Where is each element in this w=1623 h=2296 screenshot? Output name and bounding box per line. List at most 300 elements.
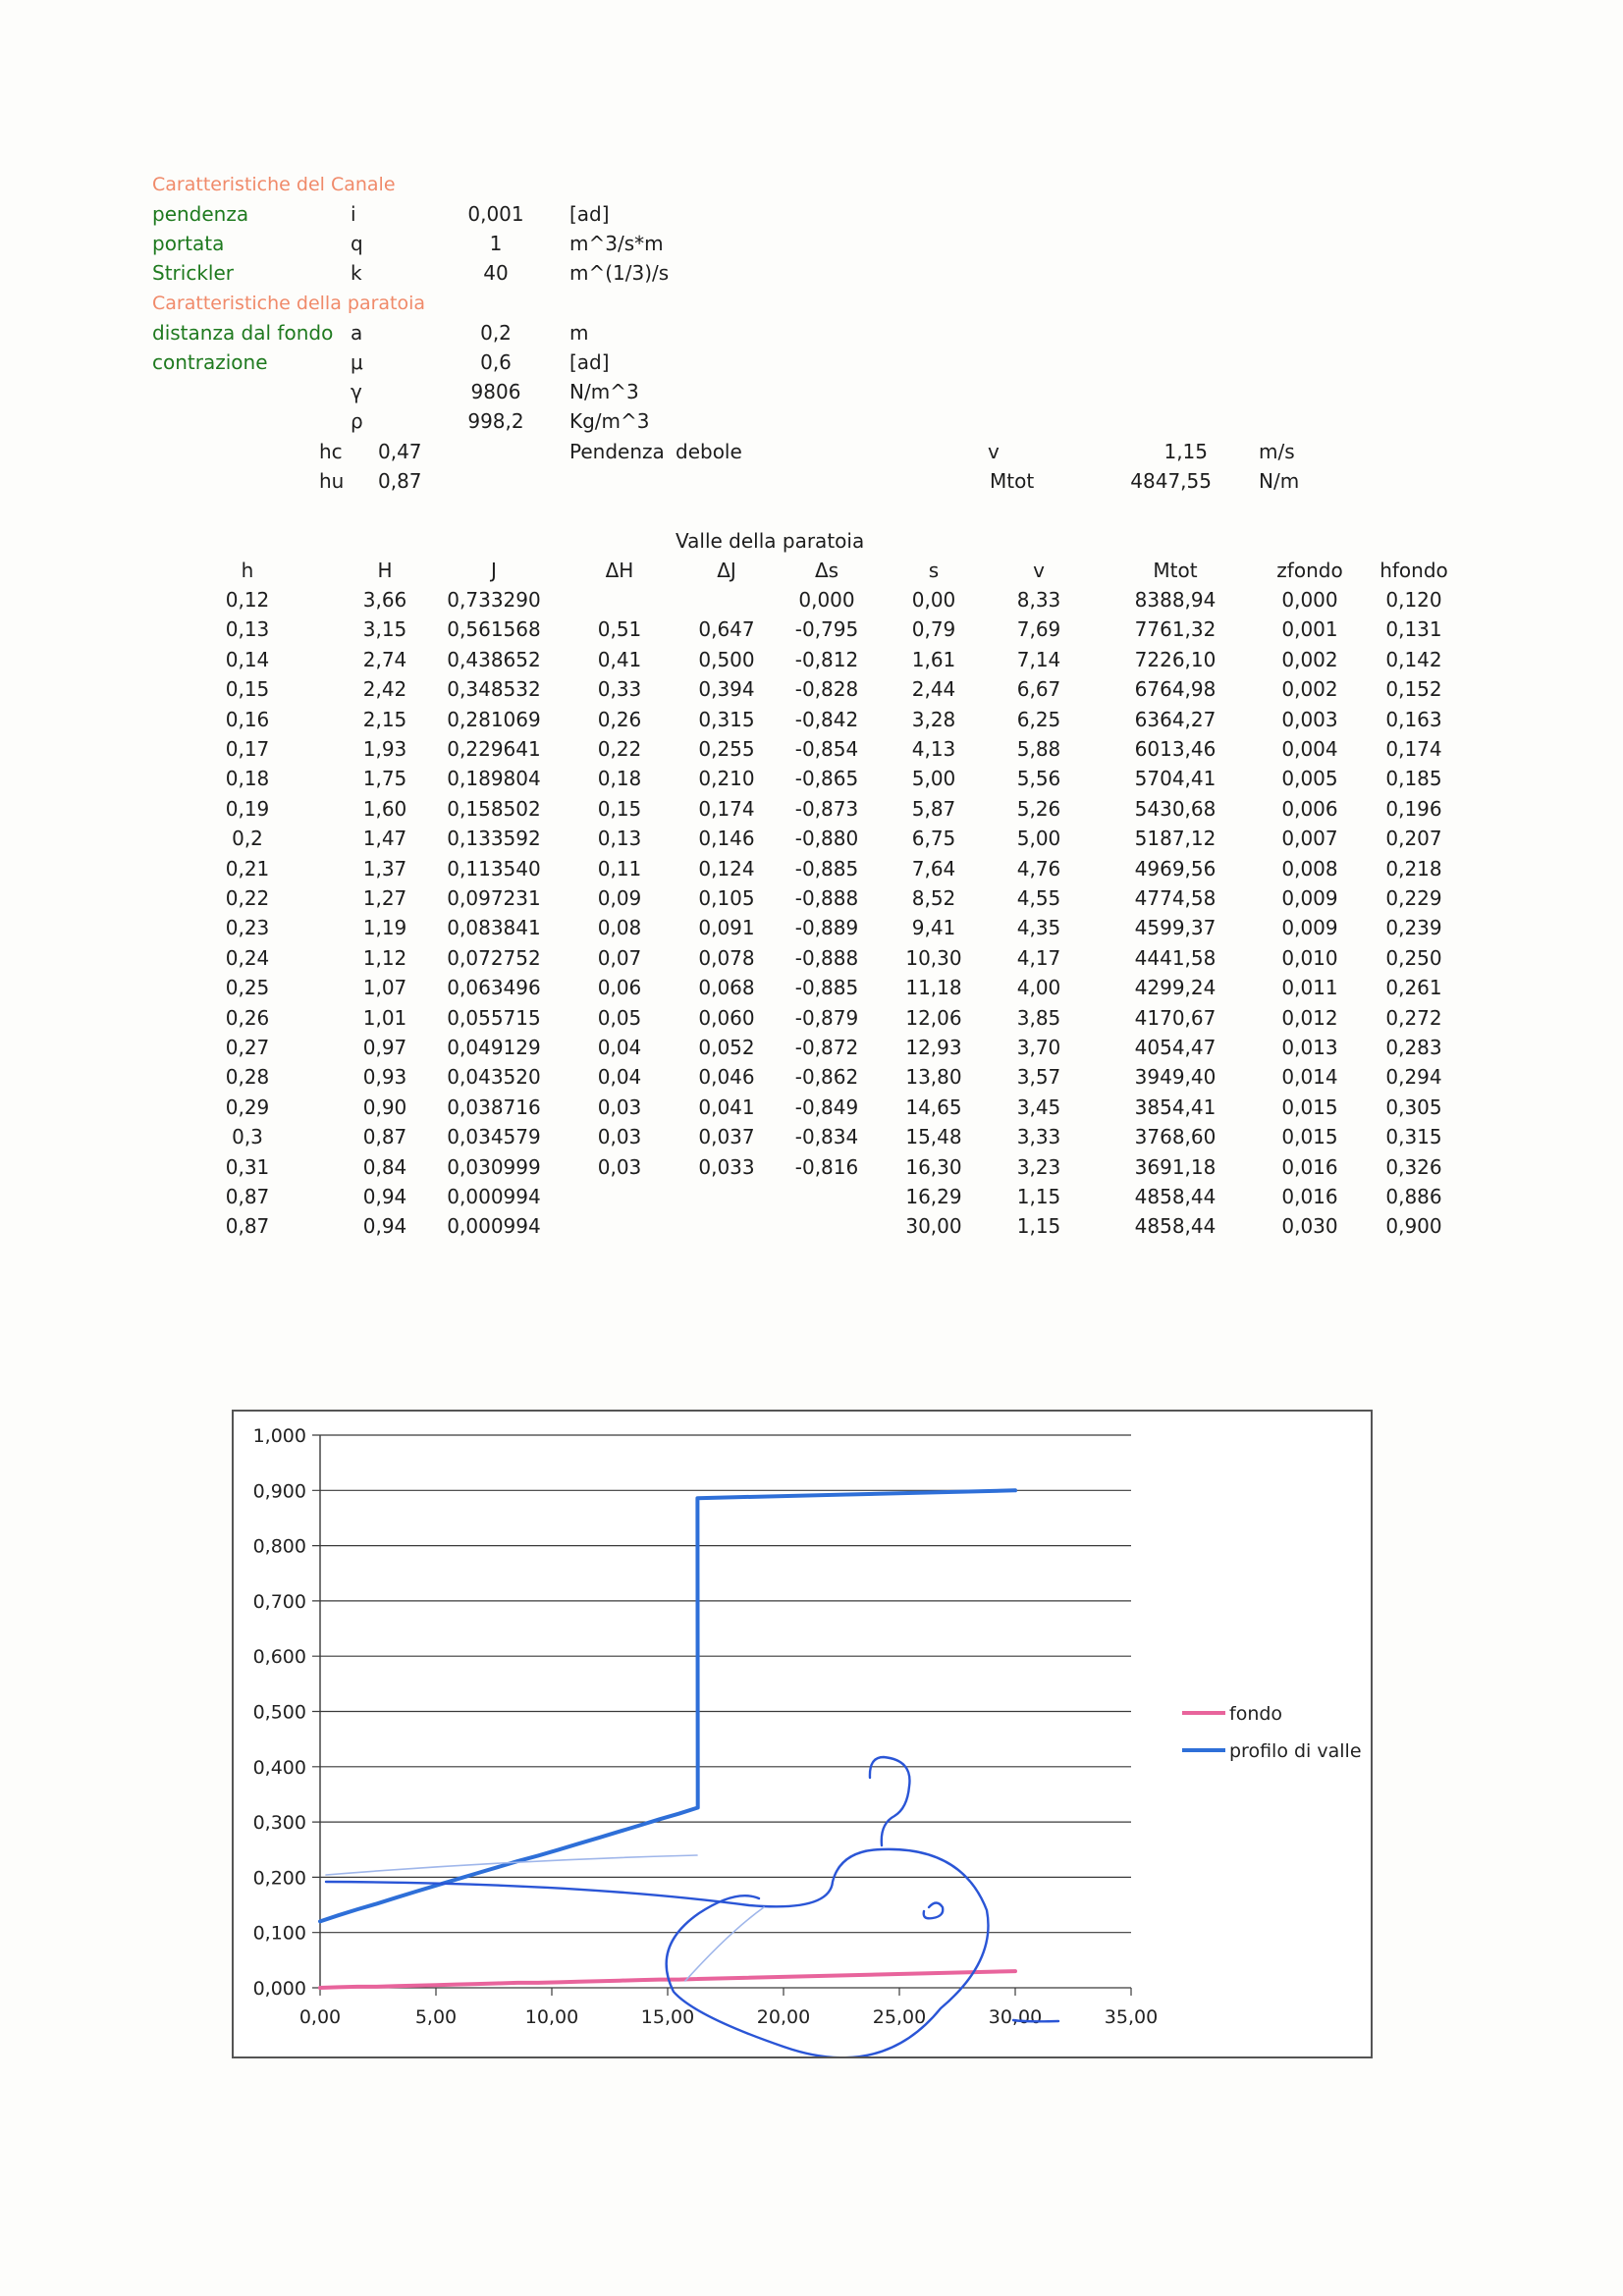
table-cell: 0,000: [798, 588, 855, 612]
table-cell: 0,08: [597, 916, 642, 940]
table-cell: 3,70: [1016, 1036, 1061, 1059]
chart-series: [320, 1490, 1015, 1988]
table-cell: 0,18: [597, 767, 642, 791]
table-cell: 0,29: [225, 1095, 270, 1119]
chart-frame: [232, 1410, 1373, 2058]
table-cell: 6,75: [911, 827, 956, 851]
table-cell: 0,21: [225, 856, 270, 881]
table-cell: 1,07: [362, 976, 407, 1000]
table-cell: 0,002: [1281, 647, 1338, 671]
table-cell: -0,888: [794, 945, 859, 970]
table-cell: 1,19: [362, 916, 407, 940]
table-cell: 0,79: [911, 617, 956, 642]
table-header-0: h: [241, 559, 254, 582]
table-cell: 0,22: [225, 886, 270, 910]
gate-symbol: ρ: [351, 409, 363, 433]
table-cell: 0,016: [1281, 1154, 1338, 1179]
table-cell: 0,17: [225, 737, 270, 761]
table-cell: 0,007: [1281, 827, 1338, 851]
table-cell: 0,006: [1281, 796, 1338, 821]
legend-label: fondo: [1229, 1703, 1283, 1725]
v-unit: m/s: [1259, 440, 1295, 463]
slope-label: Pendenza: [569, 440, 665, 463]
table-cell: 0,011: [1281, 976, 1338, 1000]
table-cell: 3,23: [1016, 1154, 1061, 1179]
table-cell: 4170,67: [1134, 1005, 1217, 1030]
table-cell: 0,060: [698, 1005, 755, 1030]
table-cell: 0,003: [1281, 707, 1338, 731]
table-cell: 0,013: [1281, 1036, 1338, 1059]
table-cell: 0,281069: [447, 707, 541, 731]
x-tick-label: 20,00: [756, 2006, 811, 2028]
table-cell: 0,97: [362, 1036, 407, 1059]
x-tick-label: 10,00: [524, 2006, 579, 2028]
table-cell: 3768,60: [1134, 1125, 1217, 1149]
table-cell: 0,072752: [447, 945, 541, 970]
table-cell: 0,13: [225, 617, 270, 642]
gate-unit: m: [569, 321, 589, 345]
table-cell: 0,04: [597, 1065, 642, 1090]
table-cell: 0,038716: [447, 1095, 541, 1119]
table-cell: 0,030999: [447, 1154, 541, 1179]
table-cell: 0,002: [1281, 677, 1338, 702]
table-cell: 0,04: [597, 1036, 642, 1059]
table-cell: 7,64: [911, 856, 956, 881]
table-cell: 3691,18: [1134, 1154, 1217, 1179]
table-cell: 4774,58: [1134, 886, 1217, 910]
table-cell: 9,41: [911, 916, 956, 940]
table-cell: 4441,58: [1134, 945, 1217, 970]
table-header-8: Mtot: [1153, 559, 1198, 582]
table-cell: 4,13: [911, 737, 956, 761]
table-cell: 3,66: [362, 588, 407, 612]
x-tick-label: 35,00: [1104, 2006, 1159, 2028]
canal-symbol: q: [351, 232, 363, 255]
table-cell: 7761,32: [1134, 617, 1217, 642]
table-cell: -0,828: [794, 677, 859, 702]
table-header-4: ΔJ: [717, 559, 736, 582]
table-cell: 0,438652: [447, 647, 541, 671]
table-cell: 12,93: [905, 1036, 962, 1059]
table-cell: 0,133592: [447, 827, 541, 851]
table-cell: 0,000: [1281, 588, 1338, 612]
table-cell: 0,250: [1385, 945, 1442, 970]
table-cell: 0,120: [1385, 588, 1442, 612]
table-cell: 0,26: [225, 1005, 270, 1030]
y-tick-label: 0,900: [252, 1480, 306, 1503]
table-cell: 3,85: [1016, 1005, 1061, 1030]
table-cell: 0,052: [698, 1036, 755, 1059]
table-cell: 0,90: [362, 1095, 407, 1119]
table-cell: -0,880: [794, 827, 859, 851]
table-cell: 0,005: [1281, 767, 1338, 791]
table-cell: 0,272: [1385, 1005, 1442, 1030]
gate-label: contrazione: [152, 350, 268, 374]
table-cell: 0,015: [1281, 1125, 1338, 1149]
table-cell: 0,18: [225, 767, 270, 791]
table-header-2: J: [491, 559, 497, 582]
table-cell: 0,105: [698, 886, 755, 910]
table-cell: 0,51: [597, 617, 642, 642]
table-cell: 0,26: [597, 707, 642, 731]
table-cell: 0,146: [698, 827, 755, 851]
table-cell: 0,326: [1385, 1154, 1442, 1179]
gate-unit: [ad]: [569, 350, 610, 374]
table-cell: 0,19: [225, 796, 270, 821]
table-cell: -0,885: [794, 856, 859, 881]
table-cell: 0,030: [1281, 1214, 1338, 1239]
table-cell: 0,009: [1281, 886, 1338, 910]
table-cell: 4054,47: [1134, 1036, 1217, 1059]
mtot-label: Mtot: [990, 469, 1035, 493]
table-cell: 0,14: [225, 647, 270, 671]
table-cell: 0,03: [597, 1125, 642, 1149]
table-cell: 0,097231: [447, 886, 541, 910]
table-cell: 4,00: [1016, 976, 1061, 1000]
table-cell: 0,068: [698, 976, 755, 1000]
table-cell: 0,305: [1385, 1095, 1442, 1119]
table-cell: 0,046: [698, 1065, 755, 1090]
table-cell: -0,873: [794, 796, 859, 821]
table-cell: 8,52: [911, 886, 956, 910]
canal-symbol: i: [351, 202, 356, 226]
table-cell: 0,261: [1385, 976, 1442, 1000]
chart: [234, 1412, 1371, 2056]
table-cell: 3,15: [362, 617, 407, 642]
table-cell: 4,76: [1016, 856, 1061, 881]
table-header-7: v: [1033, 559, 1045, 582]
table-cell: 1,15: [1016, 1214, 1061, 1239]
table-cell: 0,163: [1385, 707, 1442, 731]
table-cell: 0,009: [1281, 916, 1338, 940]
table-cell: 0,27: [225, 1036, 270, 1059]
x-tick-label: 25,00: [872, 2006, 927, 2028]
hu-label: hu: [319, 469, 345, 493]
table-cell: 0,06: [597, 976, 642, 1000]
v-value: 1,15: [1163, 440, 1208, 463]
table-cell: 0,131: [1385, 617, 1442, 642]
hc-label: hc: [319, 440, 343, 463]
table-cell: 0,315: [1385, 1125, 1442, 1149]
canal-unit: m^3/s*m: [569, 232, 664, 255]
canal-label: pendenza: [152, 202, 249, 226]
table-cell: 4858,44: [1134, 1214, 1217, 1239]
table-cell: 0,561568: [447, 617, 541, 642]
table-cell: 0,87: [225, 1185, 270, 1208]
table-cell: 0,2: [232, 827, 263, 851]
table-cell: 0,93: [362, 1065, 407, 1090]
canal-label: portata: [152, 232, 225, 255]
y-tick-label: 0,200: [252, 1867, 306, 1890]
table-cell: 0,05: [597, 1005, 642, 1030]
table-cell: 4,55: [1016, 886, 1061, 910]
table-cell: 0,647: [698, 617, 755, 642]
table-cell: 5,00: [1016, 827, 1061, 851]
table-cell: 0,063496: [447, 976, 541, 1000]
table-cell: 7226,10: [1134, 647, 1217, 671]
gate-symbol: μ: [351, 350, 363, 374]
table-cell: 0,078: [698, 945, 755, 970]
table-cell: 0,00: [911, 588, 956, 612]
table-cell: 0,09: [597, 886, 642, 910]
table-cell: 0,196: [1385, 796, 1442, 821]
table-cell: -0,842: [794, 707, 859, 731]
table-header-9: zfondo: [1276, 559, 1343, 582]
table-header-5: Δs: [814, 559, 839, 582]
table-cell: 2,74: [362, 647, 407, 671]
table-cell: 0,3: [232, 1125, 263, 1149]
table-cell: 0,16: [225, 707, 270, 731]
canal-unit: m^(1/3)/s: [569, 261, 670, 285]
table-cell: 0,12: [225, 588, 270, 612]
table-cell: 0,055715: [447, 1005, 541, 1030]
table-cell: 16,29: [905, 1185, 962, 1208]
table-cell: 0,13: [597, 827, 642, 851]
y-tick-label: 0,300: [252, 1812, 306, 1835]
table-cell: 8388,94: [1134, 588, 1217, 612]
table-cell: -0,834: [794, 1125, 859, 1149]
table-header-10: hfondo: [1380, 559, 1448, 582]
x-tick-label: 30,00: [988, 2006, 1043, 2028]
table-cell: 8,33: [1016, 588, 1061, 612]
table-cell: 0,014: [1281, 1065, 1338, 1090]
table-cell: 0,23: [225, 916, 270, 940]
gate-unit: N/m^3: [569, 380, 639, 403]
table-cell: 30,00: [905, 1214, 962, 1239]
table-cell: 0,03: [597, 1095, 642, 1119]
gate-unit: Kg/m^3: [569, 409, 650, 433]
table-cell: 15,48: [905, 1125, 962, 1149]
canal-unit: [ad]: [569, 202, 610, 226]
table-cell: -0,862: [794, 1065, 859, 1090]
table-cell: -0,812: [794, 647, 859, 671]
table-cell: 0,255: [698, 737, 755, 761]
canal-value: 40: [483, 261, 509, 285]
table-cell: 4599,37: [1134, 916, 1217, 940]
table-cell: 3,33: [1016, 1125, 1061, 1149]
table-cell: 0,15: [597, 796, 642, 821]
table-cell: 0,294: [1385, 1065, 1442, 1090]
gate-symbol: γ: [351, 380, 362, 403]
table-cell: 10,30: [905, 945, 962, 970]
table-cell: 0,348532: [447, 677, 541, 702]
gate-title: Caratteristiche della paratoia: [152, 293, 426, 314]
table-cell: 1,01: [362, 1005, 407, 1030]
table-cell: 0,394: [698, 677, 755, 702]
table-cell: 0,41: [597, 647, 642, 671]
y-tick-label: 0,500: [252, 1701, 306, 1724]
table-cell: -0,816: [794, 1154, 859, 1179]
table-cell: 1,37: [362, 856, 407, 881]
table-cell: -0,872: [794, 1036, 859, 1059]
table-cell: 7,69: [1016, 617, 1061, 642]
table-cell: 3,28: [911, 707, 956, 731]
table-cell: 3,57: [1016, 1065, 1061, 1090]
table-cell: 5,00: [911, 767, 956, 791]
table-cell: 3,45: [1016, 1095, 1061, 1119]
gate-value: 998,2: [467, 409, 524, 433]
table-cell: 0,31: [225, 1154, 270, 1179]
table-cell: 0,008: [1281, 856, 1338, 881]
table-cell: 0,33: [597, 677, 642, 702]
table-cell: 0,037: [698, 1125, 755, 1149]
canal-label: Strickler: [152, 261, 234, 285]
table-cell: 11,18: [905, 976, 962, 1000]
gate-value: 9806: [470, 380, 521, 403]
table-cell: 1,47: [362, 827, 407, 851]
table-cell: 0,174: [1385, 737, 1442, 761]
canal-symbol: k: [351, 261, 362, 285]
table-cell: 0,001: [1281, 617, 1338, 642]
table-cell: 5430,68: [1134, 796, 1217, 821]
table-header-3: ΔH: [605, 559, 634, 582]
table-cell: 0,315: [698, 707, 755, 731]
y-tick-label: 1,000: [252, 1425, 306, 1447]
table-cell: 0,239: [1385, 916, 1442, 940]
y-tick-label: 0,600: [252, 1646, 306, 1669]
table-cell: 6364,27: [1134, 707, 1217, 731]
table-cell: 1,75: [362, 767, 407, 791]
table-cell: 1,27: [362, 886, 407, 910]
gate-symbol: a: [351, 321, 363, 345]
table-cell: 1,15: [1016, 1185, 1061, 1208]
y-tick-label: 0,700: [252, 1590, 306, 1613]
table-cell: 5,26: [1016, 796, 1061, 821]
table-cell: 5704,41: [1134, 767, 1217, 791]
table-cell: 1,61: [911, 647, 956, 671]
table-cell: -0,865: [794, 767, 859, 791]
table-cell: 0,000994: [447, 1214, 541, 1239]
y-tick-label: 0,400: [252, 1756, 306, 1779]
table-cell: 0,049129: [447, 1036, 541, 1059]
table-cell: 2,15: [362, 707, 407, 731]
table-cell: 7,14: [1016, 647, 1061, 671]
table-cell: 0,142: [1385, 647, 1442, 671]
legend-label: profilo di valle: [1229, 1740, 1362, 1762]
table-cell: 16,30: [905, 1154, 962, 1179]
table-cell: 0,158502: [447, 796, 541, 821]
table-cell: 0,004: [1281, 737, 1338, 761]
table-cell: 0,283: [1385, 1036, 1442, 1059]
chart-grid: [312, 1435, 1131, 1988]
table-cell: 0,500: [698, 647, 755, 671]
table-cell: -0,795: [794, 617, 859, 642]
gate-label: distanza dal fondo: [152, 321, 334, 345]
table-cell: 4969,56: [1134, 856, 1217, 881]
table-cell: 2,44: [911, 677, 956, 702]
chart-legend: [1182, 1703, 1362, 1762]
x-tick-label: 0,00: [298, 2006, 342, 2028]
table-cell: 4299,24: [1134, 976, 1217, 1000]
table-cell: 0,152: [1385, 677, 1442, 702]
table-cell: 0,94: [362, 1214, 407, 1239]
table-cell: 5,88: [1016, 737, 1061, 761]
table-cell: 3949,40: [1134, 1065, 1217, 1090]
table-cell: 3854,41: [1134, 1095, 1217, 1119]
x-tick-label: 15,00: [640, 2006, 695, 2028]
table-cell: -0,888: [794, 886, 859, 910]
gate-value: 0,2: [480, 321, 512, 345]
table-cell: -0,854: [794, 737, 859, 761]
table-cell: 0,03: [597, 1154, 642, 1179]
table-cell: 0,900: [1385, 1214, 1442, 1239]
y-axis-ticks: [253, 1425, 306, 2000]
table-cell: -0,849: [794, 1095, 859, 1119]
table-header-1: H: [377, 559, 393, 582]
x-tick-label: 5,00: [414, 2006, 458, 2028]
table-cell: 6764,98: [1134, 677, 1217, 702]
table-cell: 0,24: [225, 945, 270, 970]
table-cell: 0,207: [1385, 827, 1442, 851]
table-cell: 0,124: [698, 856, 755, 881]
table-cell: 0,010: [1281, 945, 1338, 970]
table-cell: 0,886: [1385, 1185, 1442, 1208]
mtot-value: 4847,55: [1130, 469, 1212, 493]
table-cell: 0,210: [698, 767, 755, 791]
table-cell: 0,113540: [447, 856, 541, 881]
table-cell: 6,25: [1016, 707, 1061, 731]
hu-value: 0,87: [378, 469, 422, 493]
table-cell: 4858,44: [1134, 1185, 1217, 1208]
table-cell: 0,041: [698, 1095, 755, 1119]
table-cell: 0,07: [597, 945, 642, 970]
y-tick-label: 0,800: [252, 1535, 306, 1558]
table-cell: 5,56: [1016, 767, 1061, 791]
table-cell: 4,17: [1016, 945, 1061, 970]
table-cell: 0,229641: [447, 737, 541, 761]
table-cell: 0,25: [225, 976, 270, 1000]
table-cell: 6,67: [1016, 677, 1061, 702]
table-cell: -0,889: [794, 916, 859, 940]
mtot-unit: N/m: [1259, 469, 1300, 493]
table-cell: 0,11: [597, 856, 642, 881]
gate-value: 0,6: [480, 350, 512, 374]
table-cell: 0,012: [1281, 1005, 1338, 1030]
table-cell: 12,06: [905, 1005, 962, 1030]
table-cell: 0,87: [225, 1214, 270, 1239]
table-cell: 0,043520: [447, 1065, 541, 1090]
table-cell: 4,35: [1016, 916, 1061, 940]
table-cell: 0,229: [1385, 886, 1442, 910]
table-cell: 13,80: [905, 1065, 962, 1090]
table-cell: -0,879: [794, 1005, 859, 1030]
table-cell: 0,94: [362, 1185, 407, 1208]
table-cell: 6013,46: [1134, 737, 1217, 761]
v-label: v: [988, 440, 1000, 463]
table-cell: 0,218: [1385, 856, 1442, 881]
table-cell: 2,42: [362, 677, 407, 702]
table-cell: 0,034579: [447, 1125, 541, 1149]
canal-value: 1: [489, 232, 503, 255]
table-cell: 0,733290: [447, 588, 541, 612]
table-cell: 1,93: [362, 737, 407, 761]
table-title: Valle della paratoia: [676, 529, 865, 553]
y-tick-label: 0,100: [252, 1922, 306, 1945]
table-cell: 5,87: [911, 796, 956, 821]
table-cell: 0,28: [225, 1065, 270, 1090]
table-cell: 0,15: [225, 677, 270, 702]
table-cell: 1,12: [362, 945, 407, 970]
table-cell: 0,87: [362, 1125, 407, 1149]
table-cell: 0,033: [698, 1154, 755, 1179]
table-cell: 0,174: [698, 796, 755, 821]
table-cell: 0,189804: [447, 767, 541, 791]
table-cell: 0,083841: [447, 916, 541, 940]
canal-value: 0,001: [467, 202, 524, 226]
table-cell: 0,000994: [447, 1185, 541, 1208]
table-cell: 5187,12: [1134, 827, 1217, 851]
table-cell: -0,885: [794, 976, 859, 1000]
